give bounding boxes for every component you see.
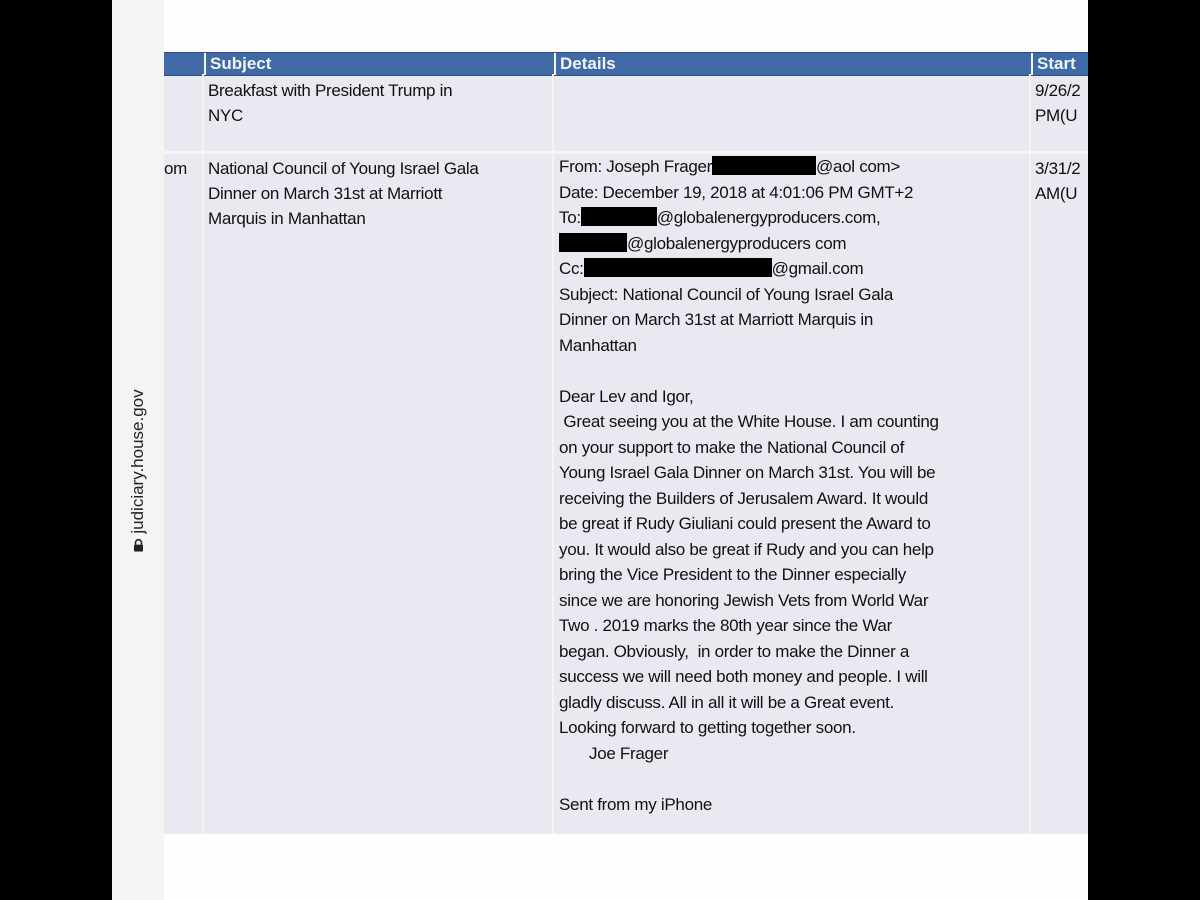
header-subject: Subject	[204, 53, 554, 75]
subject-line: NYC	[208, 106, 243, 125]
header-start: Start	[1031, 53, 1088, 75]
email-to-2	[559, 231, 1027, 257]
calendar-table	[164, 52, 1088, 834]
redaction-block	[712, 156, 816, 175]
email-body-line: Looking forward to getting together soon.	[559, 718, 856, 737]
row2-details-email	[559, 154, 1027, 817]
blank-line	[559, 766, 1027, 792]
start-line: AM(U	[1035, 184, 1078, 203]
email-to-label: To:	[559, 208, 581, 227]
email-body-line: Great seeing you at the White House. I am counting	[559, 412, 939, 431]
email-to-domain: @globalenergyproducers.com,	[656, 208, 881, 227]
email-greeting: Dear Lev and Igor,	[559, 386, 694, 406]
left-fragment-text: om	[164, 159, 188, 178]
redaction-block	[581, 207, 657, 226]
email-body-line: be great if Rudy Giuliani could present the Award to	[559, 514, 931, 533]
email-body-line: on your support to make the National Council of	[559, 437, 904, 457]
email-footer: Sent from my iPhone	[559, 794, 713, 814]
subject-line: National Council of Young Israel Gala	[208, 159, 479, 178]
row2-start	[1035, 156, 1088, 206]
email-body-line: receiving the Builders of Jerusalem Award. It would	[559, 488, 928, 508]
redaction-block	[584, 258, 772, 277]
start-line: 9/26/2	[1035, 81, 1081, 100]
right-black-margin	[1088, 0, 1200, 900]
email-from-name: From: Joseph Frager	[559, 157, 713, 176]
blank-line	[559, 358, 1027, 384]
row1-start	[1035, 78, 1088, 128]
column-divider	[202, 74, 204, 834]
redaction-block	[559, 233, 627, 252]
email-body-line: since we are honoring Jewish Vets from World War	[559, 590, 929, 610]
left-black-margin	[0, 0, 112, 900]
email-body-line: Two . 2019 marks the 80th year since the War	[559, 616, 892, 635]
table-header	[164, 52, 1088, 76]
email-body-line: began. Obviously, in order to make the Dinner a	[559, 641, 910, 661]
email-subject-line: Manhattan	[559, 335, 637, 355]
row1-subject	[208, 78, 548, 128]
email-cc-label: Cc:	[559, 259, 584, 278]
subject-line: Breakfast with President Trump in	[208, 81, 453, 100]
row2-subject	[208, 156, 548, 231]
email-subject-line: Subject: National Council of Young Israel Gala	[559, 284, 893, 304]
start-line: 3/31/2	[1035, 159, 1081, 178]
source-label	[128, 389, 148, 550]
header-details: Details	[554, 53, 1031, 75]
column-divider	[1029, 74, 1031, 834]
subject-line: Dinner on March 31st at Marriott	[208, 184, 443, 203]
document-page	[164, 0, 1088, 900]
email-body-line: success we will need both money and people. I will	[559, 667, 928, 686]
email-body-line: gladly discuss. All in all it will be a Great event.	[559, 692, 894, 712]
email-cc	[559, 256, 1027, 282]
row2-left-fragment	[164, 156, 200, 181]
header-left-fragment	[164, 53, 204, 75]
subject-line: Marquis in Manhattan	[208, 209, 366, 228]
column-divider	[552, 74, 554, 834]
email-body-line: you. It would also be great if Rudy and you can help	[559, 539, 934, 559]
email-to2-domain: @globalenergyproducers com	[627, 233, 847, 253]
email-from	[559, 154, 1027, 180]
email-signature: Joe Frager	[589, 743, 669, 763]
source-url: judiciary.house.gov	[128, 389, 147, 534]
email-cc-domain: @gmail.com	[771, 259, 864, 278]
email-body-line: Young Israel Gala Dinner on March 31st. You will be	[559, 463, 936, 482]
email-to	[559, 205, 1027, 231]
email-subject-line: Dinner on March 31st at Marriott Marquis in	[559, 310, 874, 329]
email-from-domain: @aol com>	[816, 157, 901, 176]
start-line: PM(U	[1035, 106, 1078, 125]
lock-icon	[133, 539, 144, 552]
email-date: Date: December 19, 2018 at 4:01:06 PM GMT+2	[559, 182, 914, 202]
email-body-line: bring the Vice President to the Dinner especially	[559, 565, 906, 584]
